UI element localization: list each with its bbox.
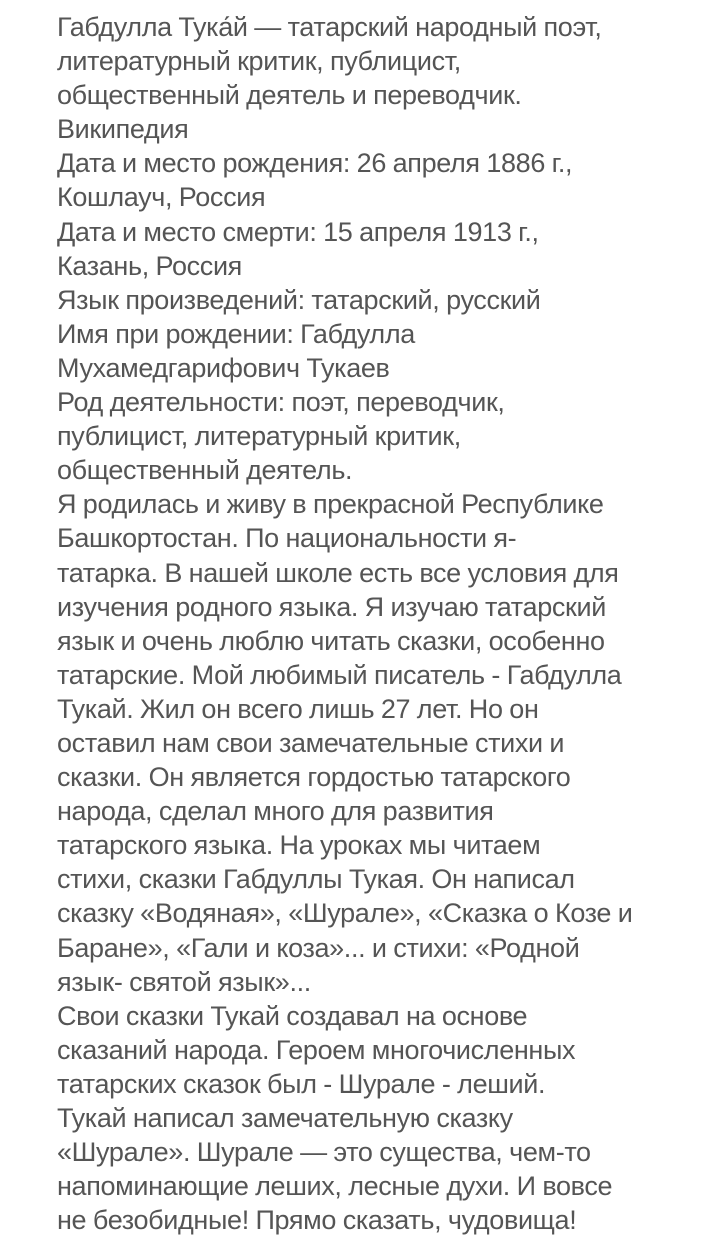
text-line: общественный деятель. [57, 455, 353, 486]
text-line: сказаний народа. Героем многочисленных [57, 1034, 576, 1065]
text-line: Кошлауч, Россия [57, 182, 266, 213]
text-line: Тукай. Жил он всего лишь 27 лет. Но он [57, 693, 539, 724]
text-line: Башкортостан. По национальности я- [57, 523, 517, 554]
text-line: сказки. Он является гордостью татарского [57, 762, 571, 793]
text-line: Я родилась и живу в прекрасной Республике [57, 489, 604, 520]
text-line: Казань, Россия [57, 250, 242, 281]
text-line: народа, сделал много для развития [57, 796, 494, 827]
text-line: Свои сказки Тукай создавал на основе [57, 1000, 528, 1031]
text-line: язык и очень люблю читать сказки, особенно [57, 625, 605, 656]
text-line: Габдулла Тука́й — татарский народный поэт, [57, 12, 602, 42]
text-line: Википедия [57, 114, 189, 145]
text-line: напоминающие леших, лесные духи. И вовсе [57, 1171, 613, 1202]
text-line: татарские. Мой любимый писатель - Габдулла [57, 659, 622, 690]
text-line: общественный деятель и переводчик. [57, 80, 522, 111]
text-line: публицист, литературный критик, [57, 421, 461, 452]
text-line: Дата и место рождения: 26 апреля 1886 г., [57, 148, 573, 179]
text-line: Тукай написал замечательную сказку [57, 1103, 513, 1133]
text-line: Язык произведений: татарский, русский [57, 284, 541, 315]
text-line: не безобидные! Прямо сказать, чудовища! [57, 1205, 577, 1236]
text-line: литературный критик, публицист, [57, 46, 461, 77]
text-line: стихи, сказки Габдуллы Тукая. Он написал [57, 864, 575, 895]
text-line: оставил нам свои замечательные стихи и [57, 727, 565, 758]
text-line: Род деятельности: поэт, переводчик, [57, 387, 505, 418]
text-line: татарских сказок был - Шурале - леший. [57, 1068, 546, 1099]
text-line: изучения родного языка. Я изучаю татарский [57, 591, 606, 622]
text-line: сказку «Водяная», «Шурале», «Сказка о Козе и [57, 898, 633, 929]
text-line: Мухамедгарифович Тукаев [57, 352, 390, 383]
text-line: язык- святой язык»... [57, 966, 311, 997]
text-line: Дата и место смерти: 15 апреля 1913 г., [57, 216, 539, 247]
text-line: татарского языка. На уроках мы читаем [57, 830, 541, 861]
text-line: Имя при рождении: Габдулла [57, 318, 415, 349]
text-line: «Шурале». Шурале — это существа, чем-то [57, 1137, 591, 1168]
text-line: татарка. В нашей школе есть все условия для [57, 557, 619, 588]
text-line: Баране», «Гали и коза»... и стихи: «Родной [57, 932, 580, 963]
document-text [57, 10, 707, 1237]
